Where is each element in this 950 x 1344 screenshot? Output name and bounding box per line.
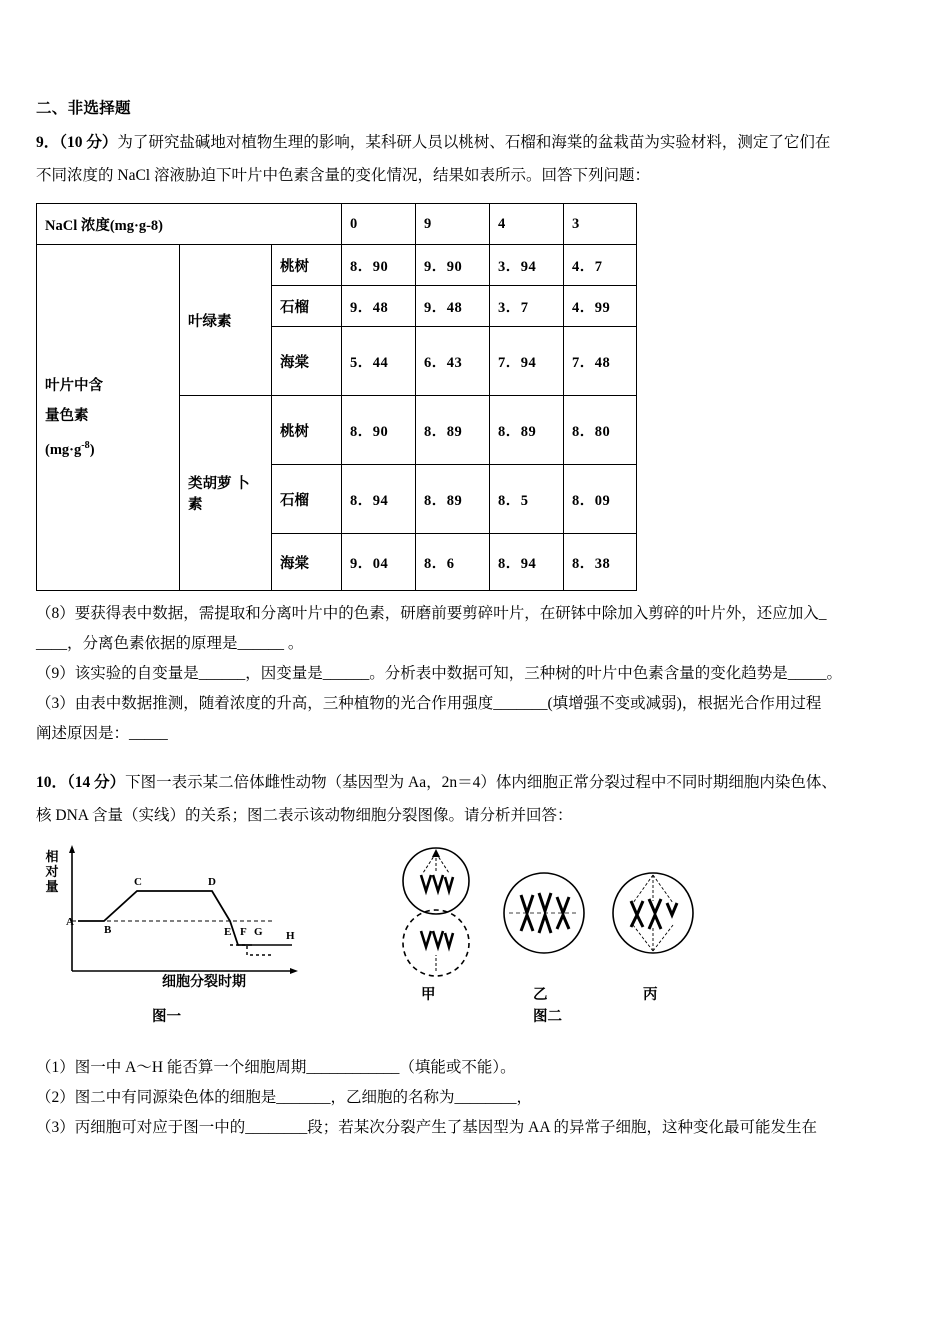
figure-two-cell-label-yi: 乙 — [533, 987, 548, 1003]
q10-sub-2: （2）图二中有同源染色体的细胞是_______，乙细胞的名称为________， — [36, 1089, 533, 1106]
q10-number: 10．（14 分） — [36, 774, 126, 791]
q9-number: 9．（10 分） — [36, 134, 118, 151]
cell-value: 8．80 — [564, 396, 637, 465]
cell-value: 8．6 — [416, 534, 490, 591]
row-plant-label: 海棠 — [272, 327, 342, 396]
cell-value: 7．94 — [490, 327, 564, 396]
q9-sub-2: （9）该实验的自变量是______，因变量是______。分析表中数据可知，三种树的叶片中色素含量的变化趋势是_____。 — [36, 665, 843, 682]
q10-sub-questions — [36, 1053, 914, 1143]
question-9 — [36, 127, 914, 749]
svg-text:H: H — [286, 930, 295, 942]
cell-value: 5．44 — [342, 327, 416, 396]
y-axis-text: 相对量 — [45, 849, 59, 894]
cell-value: 8．89 — [416, 396, 490, 465]
q9-stem-text1: 为了研究盐碱地对植物生理的影响，某科研人员以桃树、石榴和海棠的盆栽苗为实验材料，测定了它们在 — [117, 134, 831, 151]
cell-value: 3．7 — [490, 286, 564, 327]
table-header-conc-1: 9 — [416, 204, 490, 245]
table-header-conc-3: 3 — [564, 204, 637, 245]
q9-stem-line1 — [36, 127, 914, 158]
q9-sub-3a: （3）由表中数据推测，随着浓度的升高，三种植物的光合作用强度_______(填增强不变或减弱)，根据光合作用过程 — [36, 695, 822, 712]
left-label-line2: 量色素 — [45, 407, 89, 424]
table-header-conc-0: 0 — [342, 204, 416, 245]
q10-sub-1: （1）图一中 A～H 能否算一个细胞周期____________（填能或不能）。 — [36, 1059, 516, 1076]
table-header-row — [37, 204, 637, 245]
cell-value: 4．99 — [564, 286, 637, 327]
cell-value: 9．04 — [342, 534, 416, 591]
svg-text:B: B — [104, 924, 112, 936]
cell-value: 9．48 — [342, 286, 416, 327]
svg-text:A: A — [66, 916, 74, 928]
table-row — [37, 245, 637, 286]
svg-text:C: C — [134, 876, 142, 888]
cell-value: 3．94 — [490, 245, 564, 286]
row-plant-label: 石榴 — [272, 465, 342, 534]
row-plant-label: 桃树 — [272, 396, 342, 465]
svg-text:D: D — [208, 876, 216, 888]
row-plant-label: 桃树 — [272, 245, 342, 286]
figure-one-caption: 图一 — [152, 1009, 181, 1025]
table-header-label: NaCl 浓度(mg·g-8) — [37, 204, 342, 245]
left-label-paren: ) — [89, 441, 95, 458]
figure-two-cells — [381, 843, 701, 1028]
cell-value: 7．48 — [564, 327, 637, 396]
row-plant-label: 石榴 — [272, 286, 342, 327]
figure-one-y-axis-label — [44, 849, 60, 894]
table-left-label — [37, 245, 180, 591]
group-label-chlorophyll: 叶绿素 — [180, 245, 272, 396]
figures-container — [36, 843, 914, 1043]
figure-two-svg — [381, 843, 701, 1003]
left-label-sup: -8 — [81, 439, 90, 451]
svg-text:E: E — [224, 926, 232, 938]
cell-value: 8．89 — [490, 396, 564, 465]
cell-value: 4．7 — [564, 245, 637, 286]
cell-value: 9．90 — [416, 245, 490, 286]
svg-text:G: G — [254, 926, 263, 938]
cell-value: 8．90 — [342, 245, 416, 286]
group-label-carotenoid: 类胡萝 卜素 — [180, 396, 272, 591]
row-plant-label: 海棠 — [272, 534, 342, 591]
cell-value: 8．5 — [490, 465, 564, 534]
q10-stem-line2: 核 DNA 含量（实线）的关系；图二表示该动物细胞分裂图像。请分析并回答： — [36, 807, 573, 824]
q10-sub-3: （3）丙细胞可对应于图一中的________段；若某次分裂产生了基因型为 AA 的异常子细胞，这种变化最可能发生在 — [36, 1119, 818, 1136]
table-header-conc-2: 4 — [490, 204, 564, 245]
cell-value: 6．43 — [416, 327, 490, 396]
cell-value: 8．89 — [416, 465, 490, 534]
cell-value: 9．48 — [416, 286, 490, 327]
pigment-content-table — [36, 203, 637, 591]
left-label-unit: (mg·g — [45, 441, 82, 458]
svg-text:F: F — [240, 926, 247, 938]
figure-two-cell-label-bing: 丙 — [643, 987, 658, 1003]
question-10 — [36, 767, 914, 1143]
q9-sub-3b: 阐述原因是：_____ — [36, 725, 168, 742]
figure-one-graph — [42, 843, 372, 1028]
section-heading: 二、非选择题 — [36, 100, 131, 117]
left-label-line3 — [45, 431, 171, 465]
q10-stem-line1 — [36, 767, 914, 798]
cell-value: 8．09 — [564, 465, 637, 534]
cell-value: 8．90 — [342, 396, 416, 465]
cell-value: 8．94 — [342, 465, 416, 534]
q9-stem-line2: 不同浓度的 NaCl 溶液胁迫下叶片中色素含量的变化情况，结果如表所示。回答下列问题： — [36, 167, 650, 184]
left-label-line1: 叶片中含 — [45, 377, 103, 394]
page-content — [36, 96, 914, 1143]
figure-two-caption: 图二 — [533, 1009, 562, 1025]
q9-sub-1b: ____，分离色素依据的原理是______ 。 — [36, 635, 304, 652]
cell-value: 8．94 — [490, 534, 564, 591]
figure-one-x-axis-label: 细胞分裂时期 — [162, 975, 246, 990]
q9-sub-1a: （8）要获得表中数据，需提取和分离叶片中的色素，研磨前要剪碎叶片，在研钵中除加入剪碎的叶片外，还应加入_ — [36, 605, 827, 622]
figure-two-cell-label-jia: 甲 — [421, 987, 436, 1003]
cell-value: 8．38 — [564, 534, 637, 591]
q10-stem-text1: 下图一表示某二倍体雌性动物（基因型为 Aa，2n＝4）体内细胞正常分裂过程中不同时期细胞内染色体、 — [125, 774, 837, 791]
